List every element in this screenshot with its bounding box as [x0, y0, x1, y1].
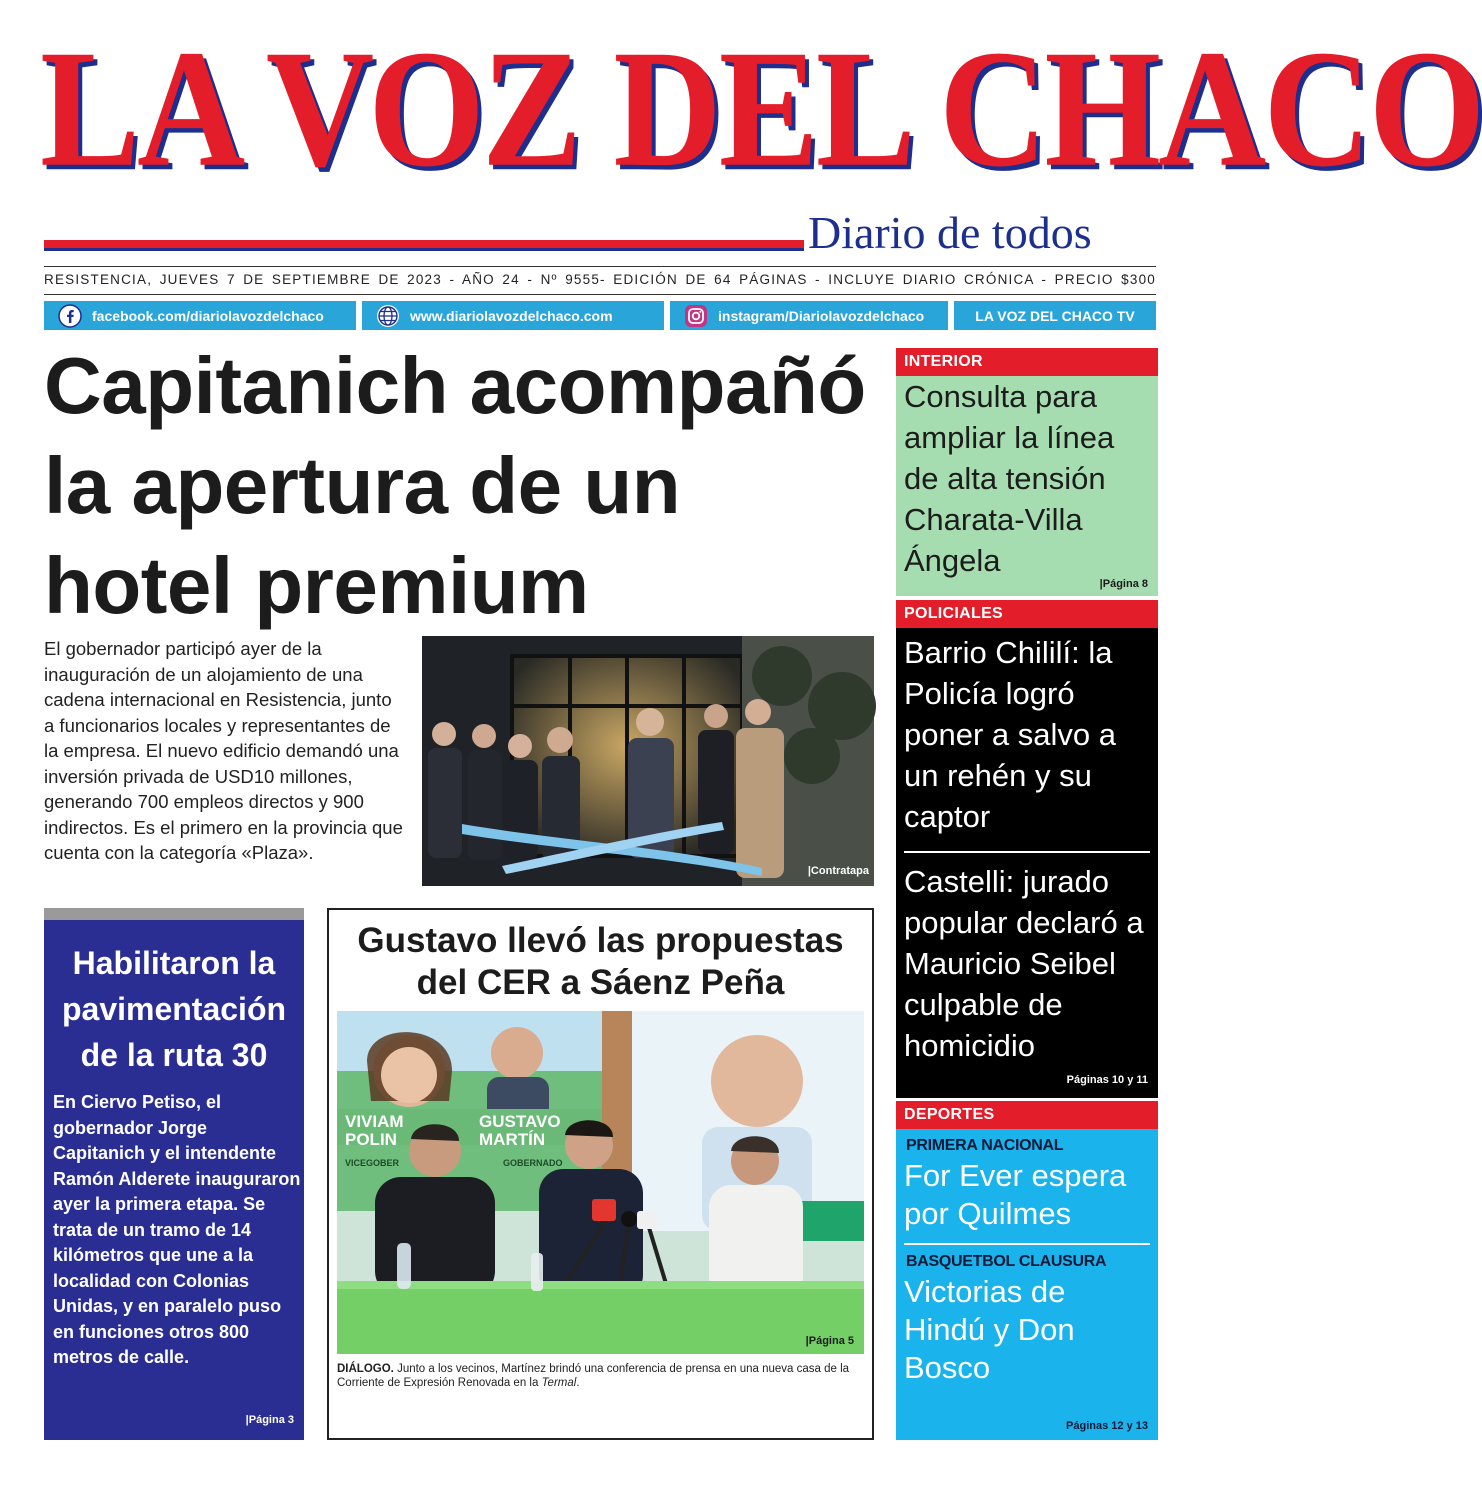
policiales-stories — [896, 628, 1158, 1098]
poster-name-2a: GUSTAVO — [479, 1112, 561, 1131]
poster-name-2b: MARTÍN — [479, 1130, 546, 1149]
ruta30-top-bar — [44, 908, 304, 920]
poster-name-1b: POLIN — [345, 1130, 397, 1149]
ruta30-story[interactable] — [44, 908, 304, 1440]
main-headline-line-3: hotel premium — [44, 541, 589, 630]
tv-label: LA VOZ DEL CHACO TV — [975, 307, 1135, 324]
poster-role-1: VICEGOBER — [345, 1158, 400, 1168]
poster-name-1a: VIVIAM — [345, 1112, 404, 1131]
interior-headline: Consulta para ampliar la línea de alta tensión Charata-Villa Ángela — [904, 379, 1115, 578]
dateline: RESISTENCIA, JUEVES 7 DE SEPTIEMBRE DE 2023 - AÑO 24 - Nº 9555- EDICIÓN DE 64 PÁGINAS - INCLUYE DIARIO CRÓNICA - PRECIO $300 — [44, 272, 1156, 287]
cer-photo[interactable] — [337, 1011, 864, 1354]
press-conference-illustration — [337, 1011, 864, 1354]
cer-caption-end: . — [576, 1377, 580, 1389]
interior-page-ref: |Página 8 — [1099, 578, 1148, 590]
ruta30-body: En Ciervo Petiso, el gobernador Jorge Capitanich y el intendente Ramón Alderete inauguraron ayer la primera etapa. Se trata de un tramo de 14 kilómetros que une a la localidad con Colonias Unidas, y en paralelo puso en funciones otros 800 metros de calle. — [53, 1092, 301, 1367]
tv-link[interactable] — [954, 301, 1156, 330]
cer-caption-lead: DIÁLOGO. — [337, 1363, 394, 1375]
section-label-deportes: DEPORTES — [896, 1101, 1158, 1129]
ribbon-cutting-illustration — [422, 636, 874, 886]
main-photo-page-ref: |Contratapa — [807, 865, 869, 877]
deportes-page-ref: Páginas 12 y 13 — [1066, 1420, 1148, 1432]
globe-icon — [376, 304, 400, 328]
deportes-stories — [896, 1129, 1158, 1440]
main-article-body: El gobernador participó ayer de la inauguración de un alojamiento de una cadena internacional en Resistencia, junto a funcionarios locales y representantes de la empresa. El nuevo edificio demandó una inversión privada de USD10 millones, generando 700 empleos directos y 900 indirectos. Es el primero en la provincia que cuenta con la categoría «Plaza». — [44, 638, 403, 863]
ruta30-headline: Habilitaron la pavimentación de la ruta 30 — [61, 945, 287, 1073]
dateline-top-rule — [44, 266, 1156, 267]
cer-headline — [329, 920, 872, 1004]
facebook-icon — [58, 304, 82, 328]
deportes-sub-2: BASQUETBOL CLAUSURA — [906, 1253, 1107, 1270]
main-headline-line-2: la apertura de un — [44, 441, 681, 530]
masthead — [40, 15, 1482, 204]
tagline: Diario de todos — [808, 207, 1092, 258]
policiales-story-2[interactable]: Castelli: jurado popular declaró a Mauricio Seibel culpable de homicidio — [904, 864, 1144, 1063]
instagram-icon — [684, 304, 708, 328]
deportes-divider — [904, 1243, 1150, 1245]
cer-caption — [337, 1362, 864, 1390]
masthead-rule — [44, 240, 804, 248]
deportes-sub-1: PRIMERA NACIONAL — [906, 1137, 1064, 1154]
ruta30-page-ref: |Página 3 — [245, 1414, 294, 1426]
section-label-policiales: POLICIALES — [896, 600, 1158, 628]
cer-caption-italic: Termal — [541, 1377, 577, 1389]
cer-caption-text: Junto a los vecinos, Martínez brindó una conferencia de prensa en una nueva casa de la Corriente de Expresión Renovada en la — [337, 1363, 850, 1389]
policiales-story-1[interactable]: Barrio Chililí: la Policía logró poner a salvo a un rehén y su captor — [904, 635, 1116, 834]
facebook-link[interactable] — [44, 301, 356, 330]
main-headline-line-1: Capitanich acompañó — [44, 341, 866, 430]
website-link[interactable] — [362, 301, 664, 330]
newspaper-title: LA VOZ DEL CHACO — [40, 15, 1482, 202]
cer-headline-line-1: Gustavo llevó las propuestas — [357, 921, 844, 960]
main-headline[interactable] — [44, 336, 884, 636]
interior-story[interactable] — [896, 376, 1158, 596]
cer-photo-page-ref: |Página 5 — [805, 1335, 854, 1347]
dateline-bottom-rule — [44, 294, 1156, 295]
facebook-label: facebook.com/diariolavozdelchaco — [92, 307, 324, 324]
deportes-story-2[interactable]: Victorias de Hindú y Don Bosco — [904, 1274, 1075, 1385]
section-label-interior: INTERIOR — [896, 348, 1158, 376]
instagram-label: instagram/Diariolavozdelchaco — [718, 307, 925, 324]
deportes-story-1[interactable]: For Ever espera por Quilmes — [904, 1158, 1127, 1231]
instagram-link[interactable] — [670, 301, 948, 330]
policiales-page-ref: Páginas 10 y 11 — [1066, 1074, 1148, 1086]
cer-story[interactable] — [327, 908, 874, 1440]
main-article-photo[interactable] — [422, 636, 874, 886]
cer-headline-line-2: del CER a Sáenz Peña — [416, 963, 785, 1002]
policiales-divider — [904, 851, 1150, 853]
website-label: www.diariolavozdelchaco.com — [410, 307, 613, 324]
poster-role-2: GOBERNADO — [503, 1158, 563, 1168]
